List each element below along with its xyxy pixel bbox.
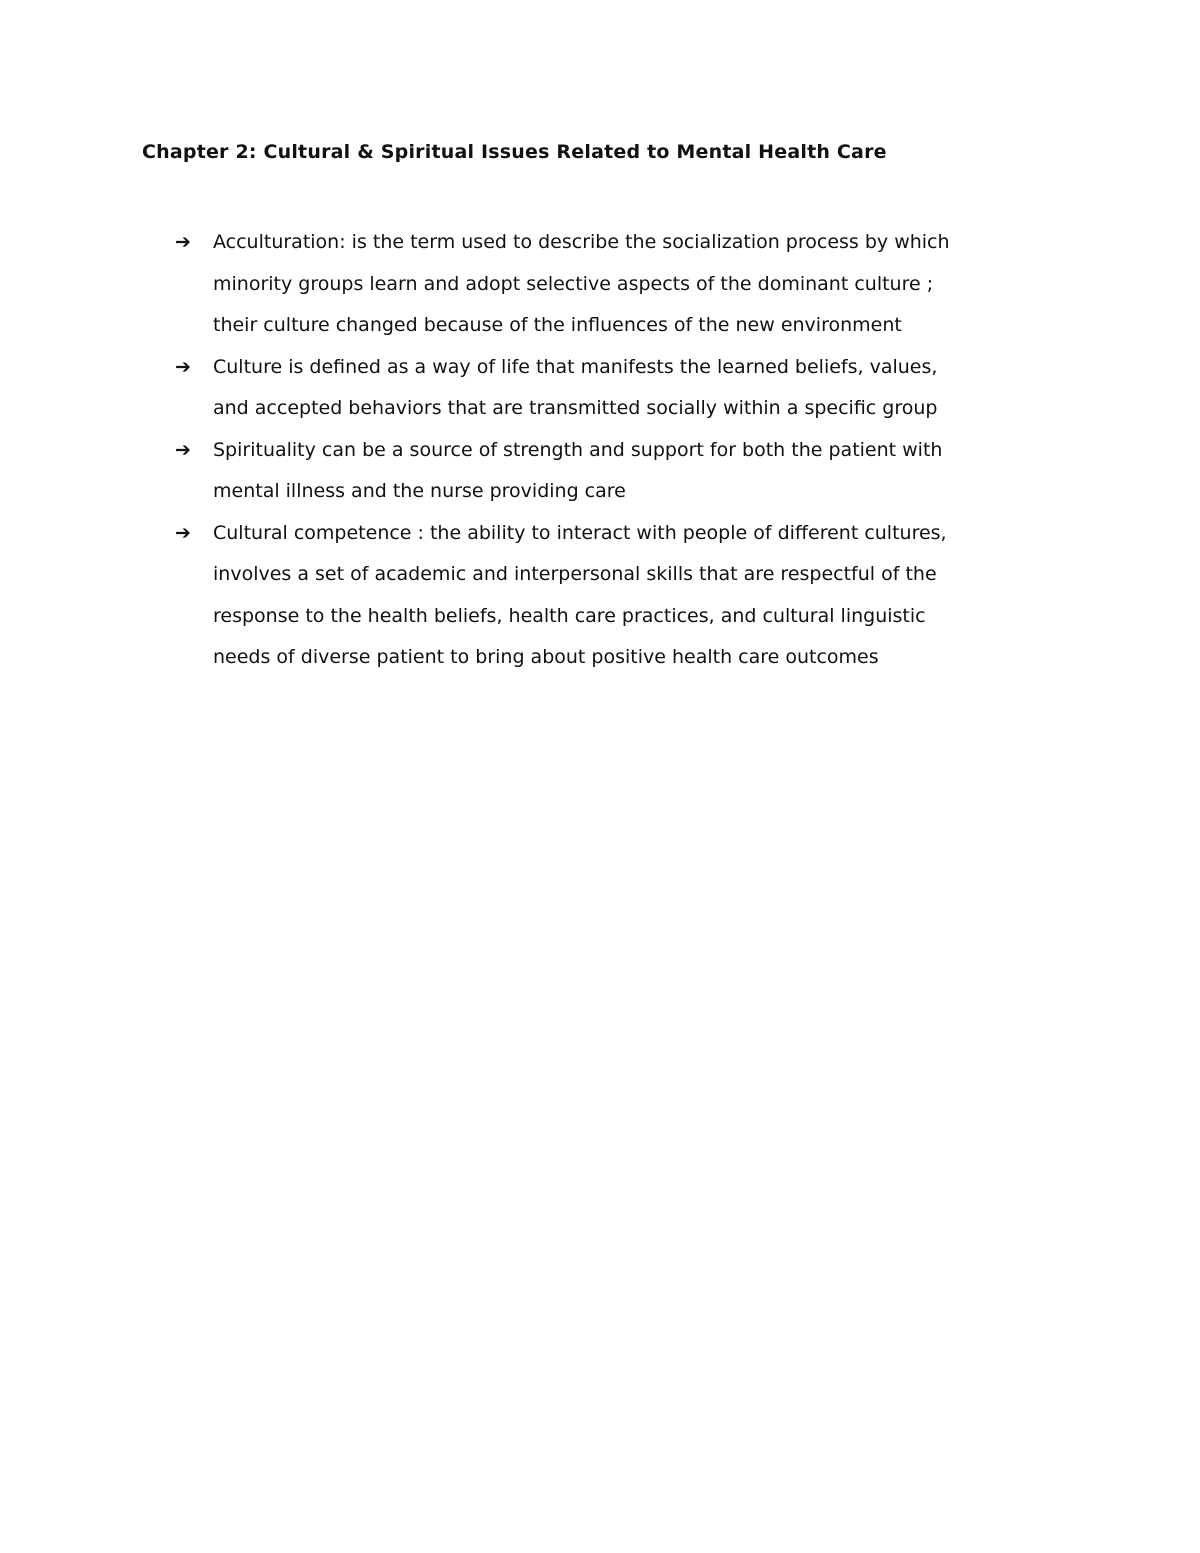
list-item-line: needs of diverse patient to bring about positive health care outcomes (213, 646, 879, 668)
list-item-line: Cultural competence : the ability to interact with people of different cultures, (213, 521, 947, 544)
list-item (175, 513, 1065, 679)
list-item-line: mental illness and the nurse providing care (213, 480, 626, 502)
list-item-line: minority groups learn and adopt selective aspects of the dominant culture ; (213, 272, 934, 295)
list-item (175, 430, 1065, 513)
list-item-line: and accepted behaviors that are transmitted socially within a specific group (213, 397, 938, 419)
list-item (175, 222, 1065, 347)
arrow-right-icon: ➔ (175, 438, 191, 461)
page-title: Chapter 2: Cultural & Spiritual Issues Related to Mental Health Care (142, 141, 887, 163)
list-item-line: their culture changed because of the influences of the new environment (213, 314, 902, 336)
list-item-line: Spirituality can be a source of strength and support for both the patient with (213, 438, 943, 461)
list-item-line: response to the health beliefs, health care practices, and cultural linguistic (213, 604, 926, 627)
list-item-line: Culture is defined as a way of life that manifests the learned beliefs, values, (213, 355, 938, 378)
arrow-right-icon: ➔ (175, 231, 191, 253)
list-item-line: involves a set of academic and interpersonal skills that are respectful of the (213, 563, 937, 585)
list-item (175, 347, 1065, 430)
arrow-right-icon: ➔ (175, 355, 191, 378)
list-item-line: Acculturation: is the term used to describe the socialization process by which (213, 231, 950, 253)
arrow-right-icon: ➔ (175, 521, 191, 544)
bullet-list (175, 222, 1065, 679)
